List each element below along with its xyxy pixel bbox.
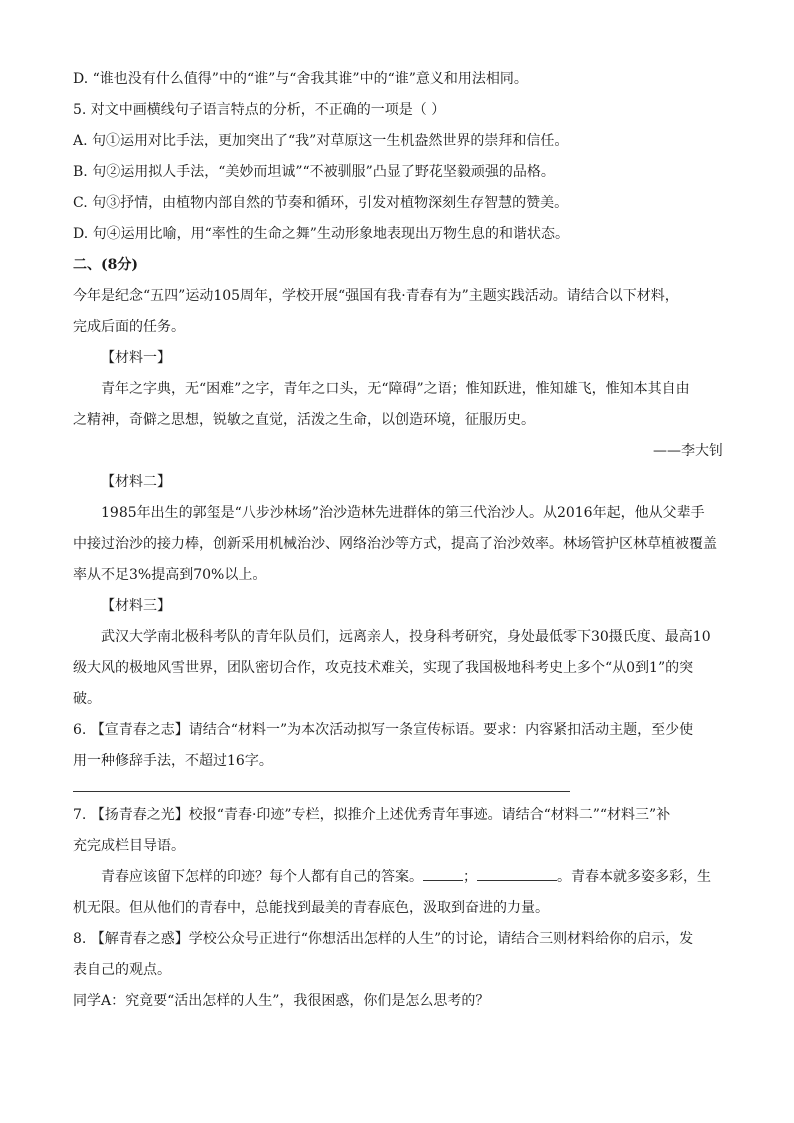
material-2-line-1: 1985年出生的郭玺是“八步沙林场”治沙造林先进群体的第三代治沙人。从2016年起，他从父辈手: [101, 505, 705, 521]
section-2-heading: 二、(8分): [73, 257, 138, 273]
q7-line-2: 充完成栏目导语。: [73, 838, 185, 854]
q7-guide-line-1: [73, 862, 723, 893]
q8-line-1: 8. 【解青春之惑】学校公众号正进行“你想活出怎样的人生”的讨论，请结合三则材料给你的启示，发: [73, 931, 694, 947]
q7-guide-line-2: 机无限。但从他们的青春中，总能找到最美的青春底色，汲取到奋进的力量。: [73, 900, 549, 916]
q5-option-b: B. 句②运用拟人手法，“美妙而坦诚”“不被驯服”凸显了野花坚毅顽强的品格。: [73, 164, 555, 180]
material-1-line-2: 之精神，奇僻之思想，锐敏之直觉，活泼之生命，以创造环境，征服历史。: [73, 412, 535, 428]
section-2-intro-line-1: 今年是纪念“五四”运动105周年，学校开展“强国有我·青春有为”主题实践活动。请结合以下材料，: [73, 288, 679, 304]
q5-option-a: A. 句①运用对比手法，更加突出了“我”对草原这一生机盎然世界的崇拜和信任。: [73, 133, 569, 149]
material-3-line-1: 武汉大学南北极科考队的青年队员们，远离亲人，投身科考研究，身处最低零下30摄氏度、最高10: [101, 629, 711, 645]
q7-blank-2[interactable]: [477, 866, 557, 881]
section-2-intro-line-2: 完成后面的任务。: [73, 319, 185, 335]
material-1-author: ——李大钊: [653, 443, 723, 459]
q6-line-2: 用一种修辞手法，不超过16字。: [73, 753, 273, 769]
q5-option-d: D. 句④运用比喻，用“率性的生命之舞”生动形象地表现出万物生息的和谐状态。: [73, 226, 569, 242]
material-2-line-2: 中接过治沙的接力棒，创新采用机械治沙、网络治沙等方式，提高了治沙效率。林场管护区林草植被覆盖: [73, 536, 717, 552]
q7-guide-separator: ；: [463, 869, 477, 885]
q5-stem: 5. 对文中画横线句子语言特点的分析，不正确的一项是（ ）: [73, 102, 446, 118]
q7-guide-suffix: 。青春本就多姿多彩，生: [557, 869, 711, 885]
material-2-label: 【材料二】: [101, 474, 171, 490]
q6-line-1: 6. 【宣青春之志】请结合“材料一”为本次活动拟写一条宣传标语。要求：内容紧扣活动主题，至少使: [73, 722, 694, 738]
material-2-line-3: 率从不足3%提高到70%以上。: [73, 567, 267, 583]
material-3-line-3: 破。: [73, 691, 101, 707]
q8-line-2: 表自己的观点。: [73, 962, 171, 978]
material-1-line-1: 青年之字典，无“困难”之字，青年之口头，无“障碍”之语；惟知跃进，惟知雄飞，惟知本其自由: [101, 381, 690, 397]
q7-line-1: 7. 【扬青春之光】校报“青春·印迹”专栏，拟推介上述优秀青年事迹。请结合“材料二”“材料三”补: [73, 807, 671, 823]
q7-blank-1[interactable]: [423, 866, 463, 881]
material-1-label: 【材料一】: [101, 350, 171, 366]
q8-student-a: 同学A：究竟要“活出怎样的人生”，我很困惑，你们是怎么思考的？: [73, 993, 490, 1009]
q5-option-c: C. 句③抒情，由植物内部自然的节奏和循环，引发对植物深刻生存智慧的赞美。: [73, 195, 569, 211]
q7-guide-prefix: 青春应该留下怎样的印迹？每个人都有自己的答案。: [101, 869, 423, 885]
page-content: [73, 64, 723, 1017]
q4-option-d: D. “谁也没有什么值得”中的“谁”与“舍我其谁”中的“谁”意义和用法相同。: [73, 71, 528, 87]
material-3-line-2: 级大风的极地风雪世界，团队密切合作，攻克技术难关，实现了我国极地科考史上多个“从0到1”的突: [73, 660, 694, 676]
material-3-label: 【材料三】: [101, 598, 171, 614]
